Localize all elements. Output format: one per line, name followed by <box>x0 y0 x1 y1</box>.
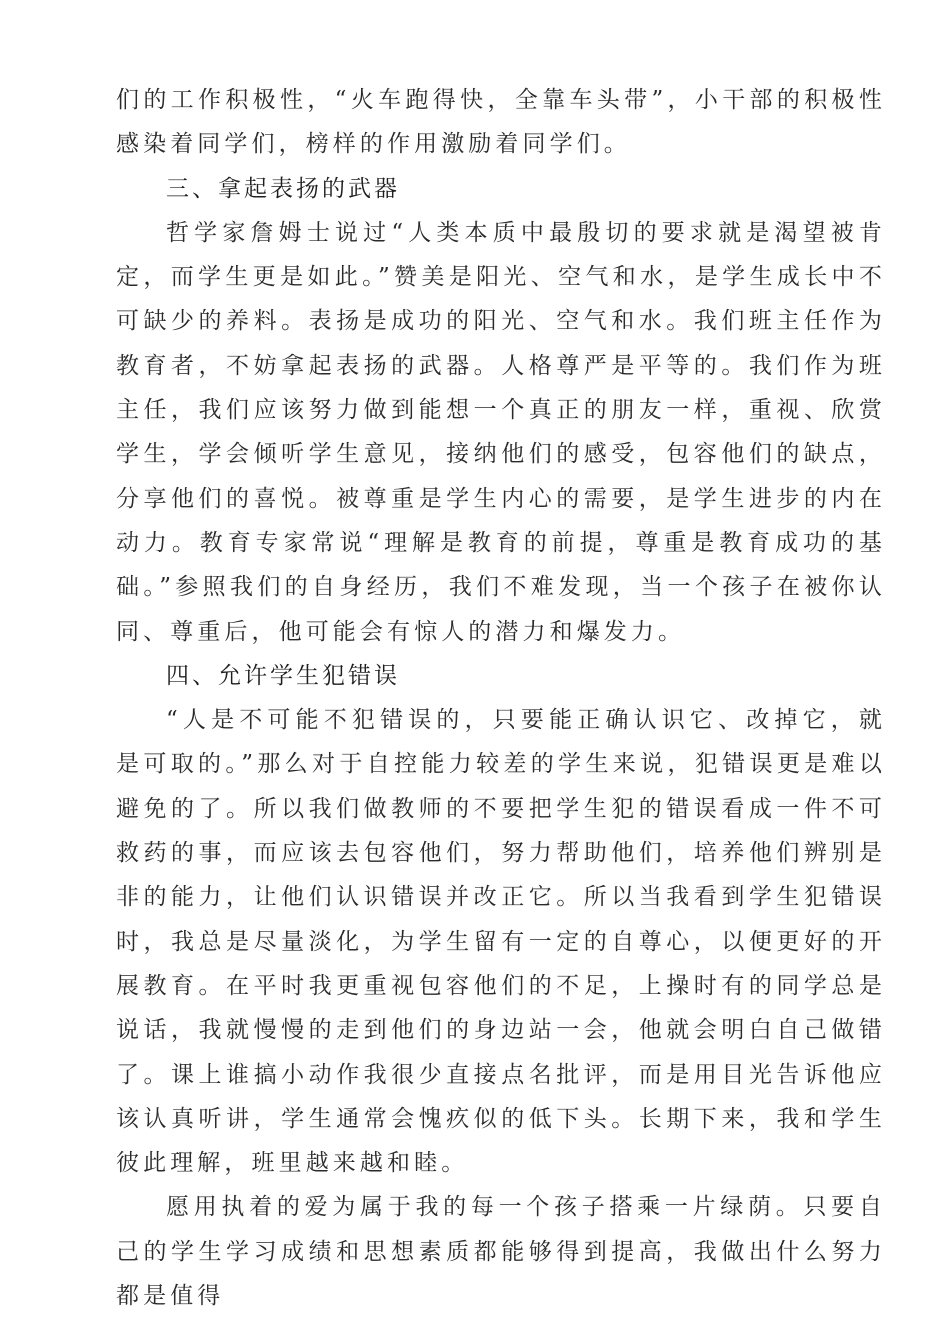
paragraph-closing: 愿用执着的爱为属于我的每一个孩子搭乘一片绿荫。只要自己的学生学习成绩和思想素质都能够得到提高，我做出什么努力都是值得 <box>116 1194 886 1310</box>
paragraph-intro-continuation: 们的工作积极性，“火车跑得快，全靠车头带”，小干部的积极性感染着同学们，榜样的作用激励着同学们。 <box>116 87 886 158</box>
section-heading-mistakes: 四、允许学生犯错误 <box>166 662 400 689</box>
paragraph-mistakes: “人是不可能不犯错误的，只要能正确认识它、改掉它，就是可取的。”那么对于自控能力较差的学生来说，犯错误更是难以避免的了。所以我们做教师的不要把学生犯的错误看成一件不可救药的事，而应该去包容他们，努力帮助他们，培养他们辨别是非的能力，让他们认识错误并改正它。所以当我看到学生犯错误时，我总是尽量淡化，为学生留有一定的自尊心，以便更好的开展教育。在平时我更重视包容他们的不足，上操时有的同学总是说话，我就慢慢的走到他们的身边站一会，他就会明白自己做错了。课上谁搞小动作我很少直接点名批评，而是用目光告诉他应该认真听讲，学生通常会愧疚似的低下头。长期下来，我和学生彼此理解，班里越来越和睦。 <box>116 707 886 1177</box>
document-page <box>116 78 886 1318</box>
paragraph-praise: 哲学家詹姆士说过“人类本质中最殷切的要求就是渴望被肯定，而学生更是如此。”赞美是阳光、空气和水，是学生成长中不可缺少的养料。表扬是成功的阳光、空气和水。我们班主任作为教育者，不妨拿起表扬的武器。人格尊严是平等的。我们作为班主任，我们应该努力做到能想一个真正的朋友一样，重视、欣赏学生，学会倾听学生意见，接纳他们的感受，包容他们的缺点，分享他们的喜悦。被尊重是学生内心的需要，是学生进步的内在动力。教育专家常说“理解是教育的前提，尊重是教育成功的基础。”参照我们的自身经历，我们不难发现，当一个孩子在被你认同、尊重后，他可能会有惊人的潜力和爆发力。 <box>116 219 886 645</box>
section-heading-praise: 三、拿起表扬的武器 <box>166 175 400 202</box>
